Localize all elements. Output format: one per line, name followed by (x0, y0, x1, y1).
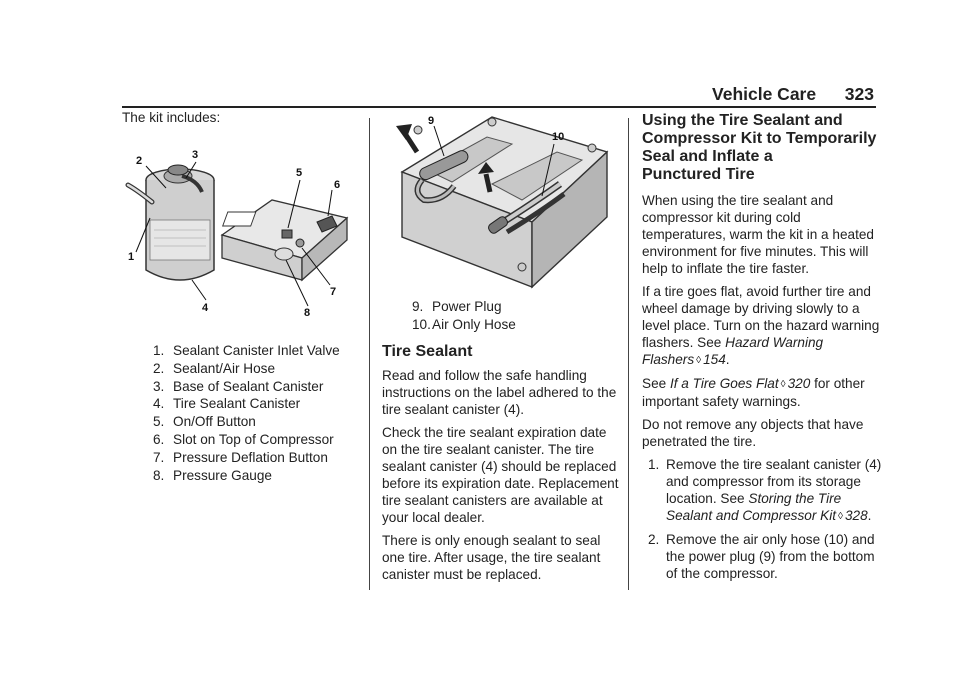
step-item: 1. Remove the tire sealant canister (4) and compressor from its storage location. See Storing the Tire Sealant and Compressor Kit ◊ 328. (648, 457, 882, 523)
callout-7: 7 (330, 286, 337, 298)
tire-sealant-section (382, 342, 622, 589)
callout-4: 4 (202, 302, 209, 314)
callout-1: 1 (128, 251, 135, 263)
page-ref-icon: ◊ (780, 379, 786, 390)
legend-item: 6. Slot on Top of Compressor (153, 431, 334, 447)
legend-item: 4. Tire Sealant Canister (153, 396, 301, 412)
page-ref-icon: ◊ (838, 511, 843, 522)
page-number: 323 (844, 84, 874, 104)
compressor-bottom-illustration (382, 112, 622, 297)
section-title: Vehicle Care (712, 84, 817, 104)
legend-item: 2. Sealant/Air Hose (153, 360, 276, 376)
paragraph: When using the tire sealant and compressor kit during cold temperatures, warm the kit in a heated environment for five minutes. This will help to inflate the tire faster. (642, 193, 874, 276)
header-rule (122, 106, 876, 108)
tire-sealant-heading: Tire Sealant (382, 343, 473, 360)
using-kit-section (642, 112, 882, 588)
legend-item: 3. Base of Sealant Canister (153, 378, 324, 394)
callout-5: 5 (296, 167, 303, 179)
using-kit-heading: Using the Tire Sealant and Compressor Kit to Temporarily Seal and Inflate a Punctured Tire (642, 112, 877, 183)
callout-6: 6 (334, 179, 341, 191)
legend-item: 7. Pressure Deflation Button (153, 449, 328, 465)
callout-2: 2 (136, 155, 143, 167)
kit-intro: The kit includes: (122, 110, 221, 125)
hose-legend (412, 298, 622, 334)
legend-item: 8. Pressure Gauge (153, 467, 272, 483)
paragraph: Read and follow the safe handling instructions on the label adhered to the tire sealant canister (4). (382, 368, 617, 417)
column-divider-right (628, 118, 629, 590)
callout-3: 3 (192, 149, 199, 161)
kit-illustration (122, 140, 362, 320)
paragraph: Check the tire sealant expiration date on the tire sealant canister. The tire sealant canister (4) should be replaced before its expiration date. Replacement tire sealant canisters are available at your local dealer. (382, 425, 619, 525)
callout-8: 8 (304, 307, 311, 319)
legend-item: 1. Sealant Canister Inlet Valve (153, 343, 340, 358)
hazard-flashers-link[interactable]: Hazard Warning Flashers ◊ 154 (642, 335, 824, 367)
steps-list (642, 456, 882, 582)
paragraph: See If a Tire Goes Flat ◊ 320 for other important safety warnings. (642, 376, 865, 409)
paragraph: If a tire goes flat, avoid further tire and wheel damage by driving slowly to a level place. Turn on the hazard warning flashers. See Hazard Warning Flashers ◊ 154. (642, 284, 880, 367)
tire-goes-flat-link[interactable]: If a Tire Goes Flat ◊ 320 (669, 376, 811, 391)
step-item: 2. Remove the air only hose (10) and the power plug (9) from the bottom of the compressor. (648, 532, 875, 581)
storing-kit-link[interactable]: Storing the Tire Sealant and Compressor Kit ◊ 328 (666, 491, 868, 523)
kit-legend (153, 342, 368, 484)
column-divider-left (369, 118, 370, 590)
paragraph: There is only enough sealant to seal one tire. After usage, the tire sealant canister must be replaced. (382, 533, 601, 582)
legend-item: 9. Power Plug (412, 299, 502, 314)
callout-10: 10 (552, 131, 565, 143)
callout-9: 9 (428, 115, 435, 127)
legend-item: 5. On/Off Button (153, 414, 256, 430)
page-ref-icon: ◊ (696, 355, 702, 366)
legend-item: 10. Air Only Hose (412, 316, 516, 332)
paragraph: Do not remove any objects that have penetrated the tire. (642, 417, 864, 449)
